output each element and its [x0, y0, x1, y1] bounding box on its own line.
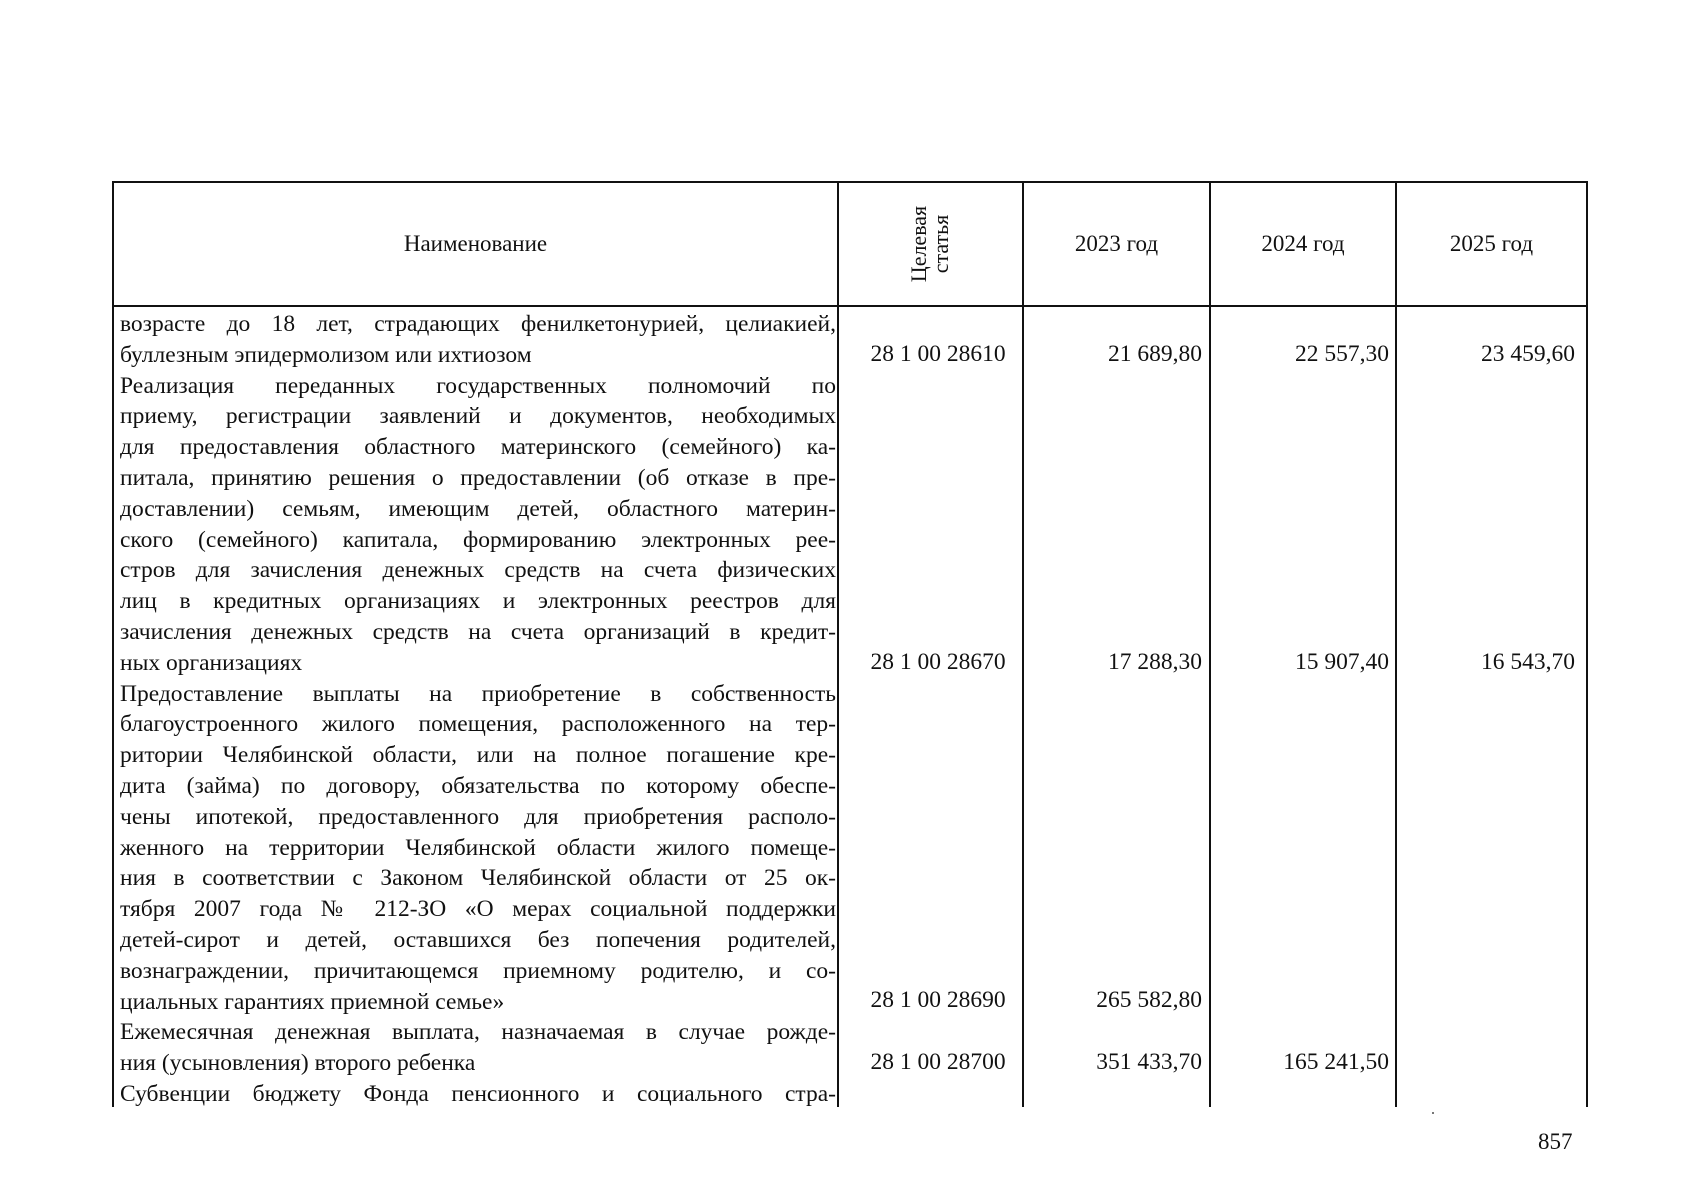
- row3-line6: женного на территории Челябинской области жилого помеще-: [120, 834, 836, 861]
- row1-2023: 21 689,80: [1108, 341, 1202, 367]
- col-border-left: [112, 181, 114, 1107]
- row3-line8: тября 2007 года № 212-ЗО «О мерах социальной поддержки: [120, 896, 836, 923]
- row2-2025: 16 543,70: [1481, 649, 1575, 675]
- row4-line2: ния (усыновления) второго ребенка: [120, 1050, 476, 1077]
- header-2023-text: 2023 год: [1074, 231, 1159, 256]
- col-border-code-2023: [1022, 181, 1024, 1107]
- row3-2023: 265 582,80: [1096, 987, 1202, 1013]
- row3-line2: благоустроенного жилого помещения, расположенного на тер-: [120, 711, 836, 738]
- header-2024: [1211, 183, 1395, 305]
- row5-line1: Субвенции бюджету Фонда пенсионного и социального стра-: [120, 1080, 836, 1107]
- row4-2023: 351 433,70: [1096, 1049, 1202, 1075]
- row2-line8: лиц в кредитных организациях и электронных реестров для: [120, 588, 836, 615]
- row3-line5: чены ипотекой, предоставленного для приобретения располо-: [120, 803, 836, 830]
- header-2025: [1397, 183, 1586, 305]
- row2-line4: питала, принятию решения о предоставлении (об отказе в пре-: [120, 464, 836, 491]
- row2-2023: 17 288,30: [1108, 649, 1202, 675]
- page-number: 857: [1538, 1129, 1573, 1154]
- row4-2024: 165 241,50: [1283, 1049, 1389, 1075]
- row2-line10: ных организациях: [120, 649, 303, 676]
- row3-line7: ния в соответствии с Законом Челябинской области от 25 ок-: [120, 865, 836, 892]
- row3-line3: ритории Челябинской области, или на полное погашение кре-: [120, 742, 836, 769]
- row-name-2: [120, 371, 836, 679]
- row1-line1: возрасте до 18 лет, страдающих фенилкетонурией, целиакией,: [120, 311, 836, 337]
- header-target-article-text: [908, 206, 952, 282]
- name-column: [120, 309, 836, 1110]
- row2-line6: ского (семейного) капитала, формированию электронных рее-: [120, 526, 836, 553]
- header-target-article: [839, 183, 1022, 305]
- row2-line2: приему, регистрации заявлений и документов, необходимых: [120, 403, 836, 430]
- header-bottom-border: [112, 305, 1588, 307]
- header-2023: [1024, 183, 1209, 305]
- row4-code: 28 1 00 28700: [870, 1049, 1006, 1075]
- col-border-name-code: [837, 181, 839, 1107]
- header-target-line2: статья: [928, 214, 954, 274]
- row-name-5: [120, 1079, 836, 1110]
- row2-line7: стров для зачисления денежных средств на счета физических: [120, 557, 836, 584]
- row2-2024: 15 907,40: [1295, 649, 1389, 675]
- row1-2024: 22 557,30: [1295, 341, 1389, 367]
- row3-line11: циальных гарантиях приемной семье»: [120, 988, 505, 1015]
- row2-line3: для предоставления областного материнского (семейного) ка-: [120, 434, 836, 461]
- row3-line4: дита (займа) по договору, обязательства по которому обеспе-: [120, 772, 836, 799]
- header-2025-text: 2025 год: [1449, 231, 1534, 256]
- row3-line1: Предоставление выплаты на приобретение в собственность: [120, 680, 836, 707]
- row2-line1: Реализация переданных государственных полномочий по: [120, 372, 836, 399]
- header-target-line1: Целевая: [906, 205, 932, 283]
- budget-table: [112, 181, 1588, 1107]
- row1-line2: буллезным эпидермолизом или ихтиозом: [120, 341, 532, 368]
- header-2024-text: 2024 год: [1261, 231, 1345, 256]
- row2-line9: зачисления денежных средств на счета организаций в кредит-: [120, 618, 836, 645]
- row2-code: 28 1 00 28670: [870, 649, 1006, 675]
- row-name-4: [120, 1017, 836, 1079]
- col-border-2023-2024: [1209, 181, 1211, 1107]
- header-name: [114, 183, 837, 305]
- row-name-3: [120, 679, 836, 1018]
- row1-code: 28 1 00 28610: [870, 341, 1006, 367]
- row3-line9: детей-сирот и детей, оставшихся без попечения родителей,: [120, 926, 836, 953]
- row2-line5: доставлении) семьям, имеющим детей, областного материн-: [120, 495, 836, 522]
- row-name-1: [120, 309, 836, 371]
- row3-code: 28 1 00 28690: [870, 987, 1006, 1013]
- row4-line1: Ежемесячная денежная выплата, назначаемая в случае рожде-: [120, 1019, 836, 1046]
- col-border-right: [1586, 181, 1588, 1107]
- scan-speck: [1432, 1112, 1434, 1114]
- row3-line10: вознаграждении, причитающемся приемному родителю, и со-: [120, 957, 836, 984]
- col-border-2024-2025: [1395, 181, 1397, 1107]
- row1-2025: 23 459,60: [1481, 341, 1575, 367]
- header-name-text: Наименование: [403, 231, 548, 256]
